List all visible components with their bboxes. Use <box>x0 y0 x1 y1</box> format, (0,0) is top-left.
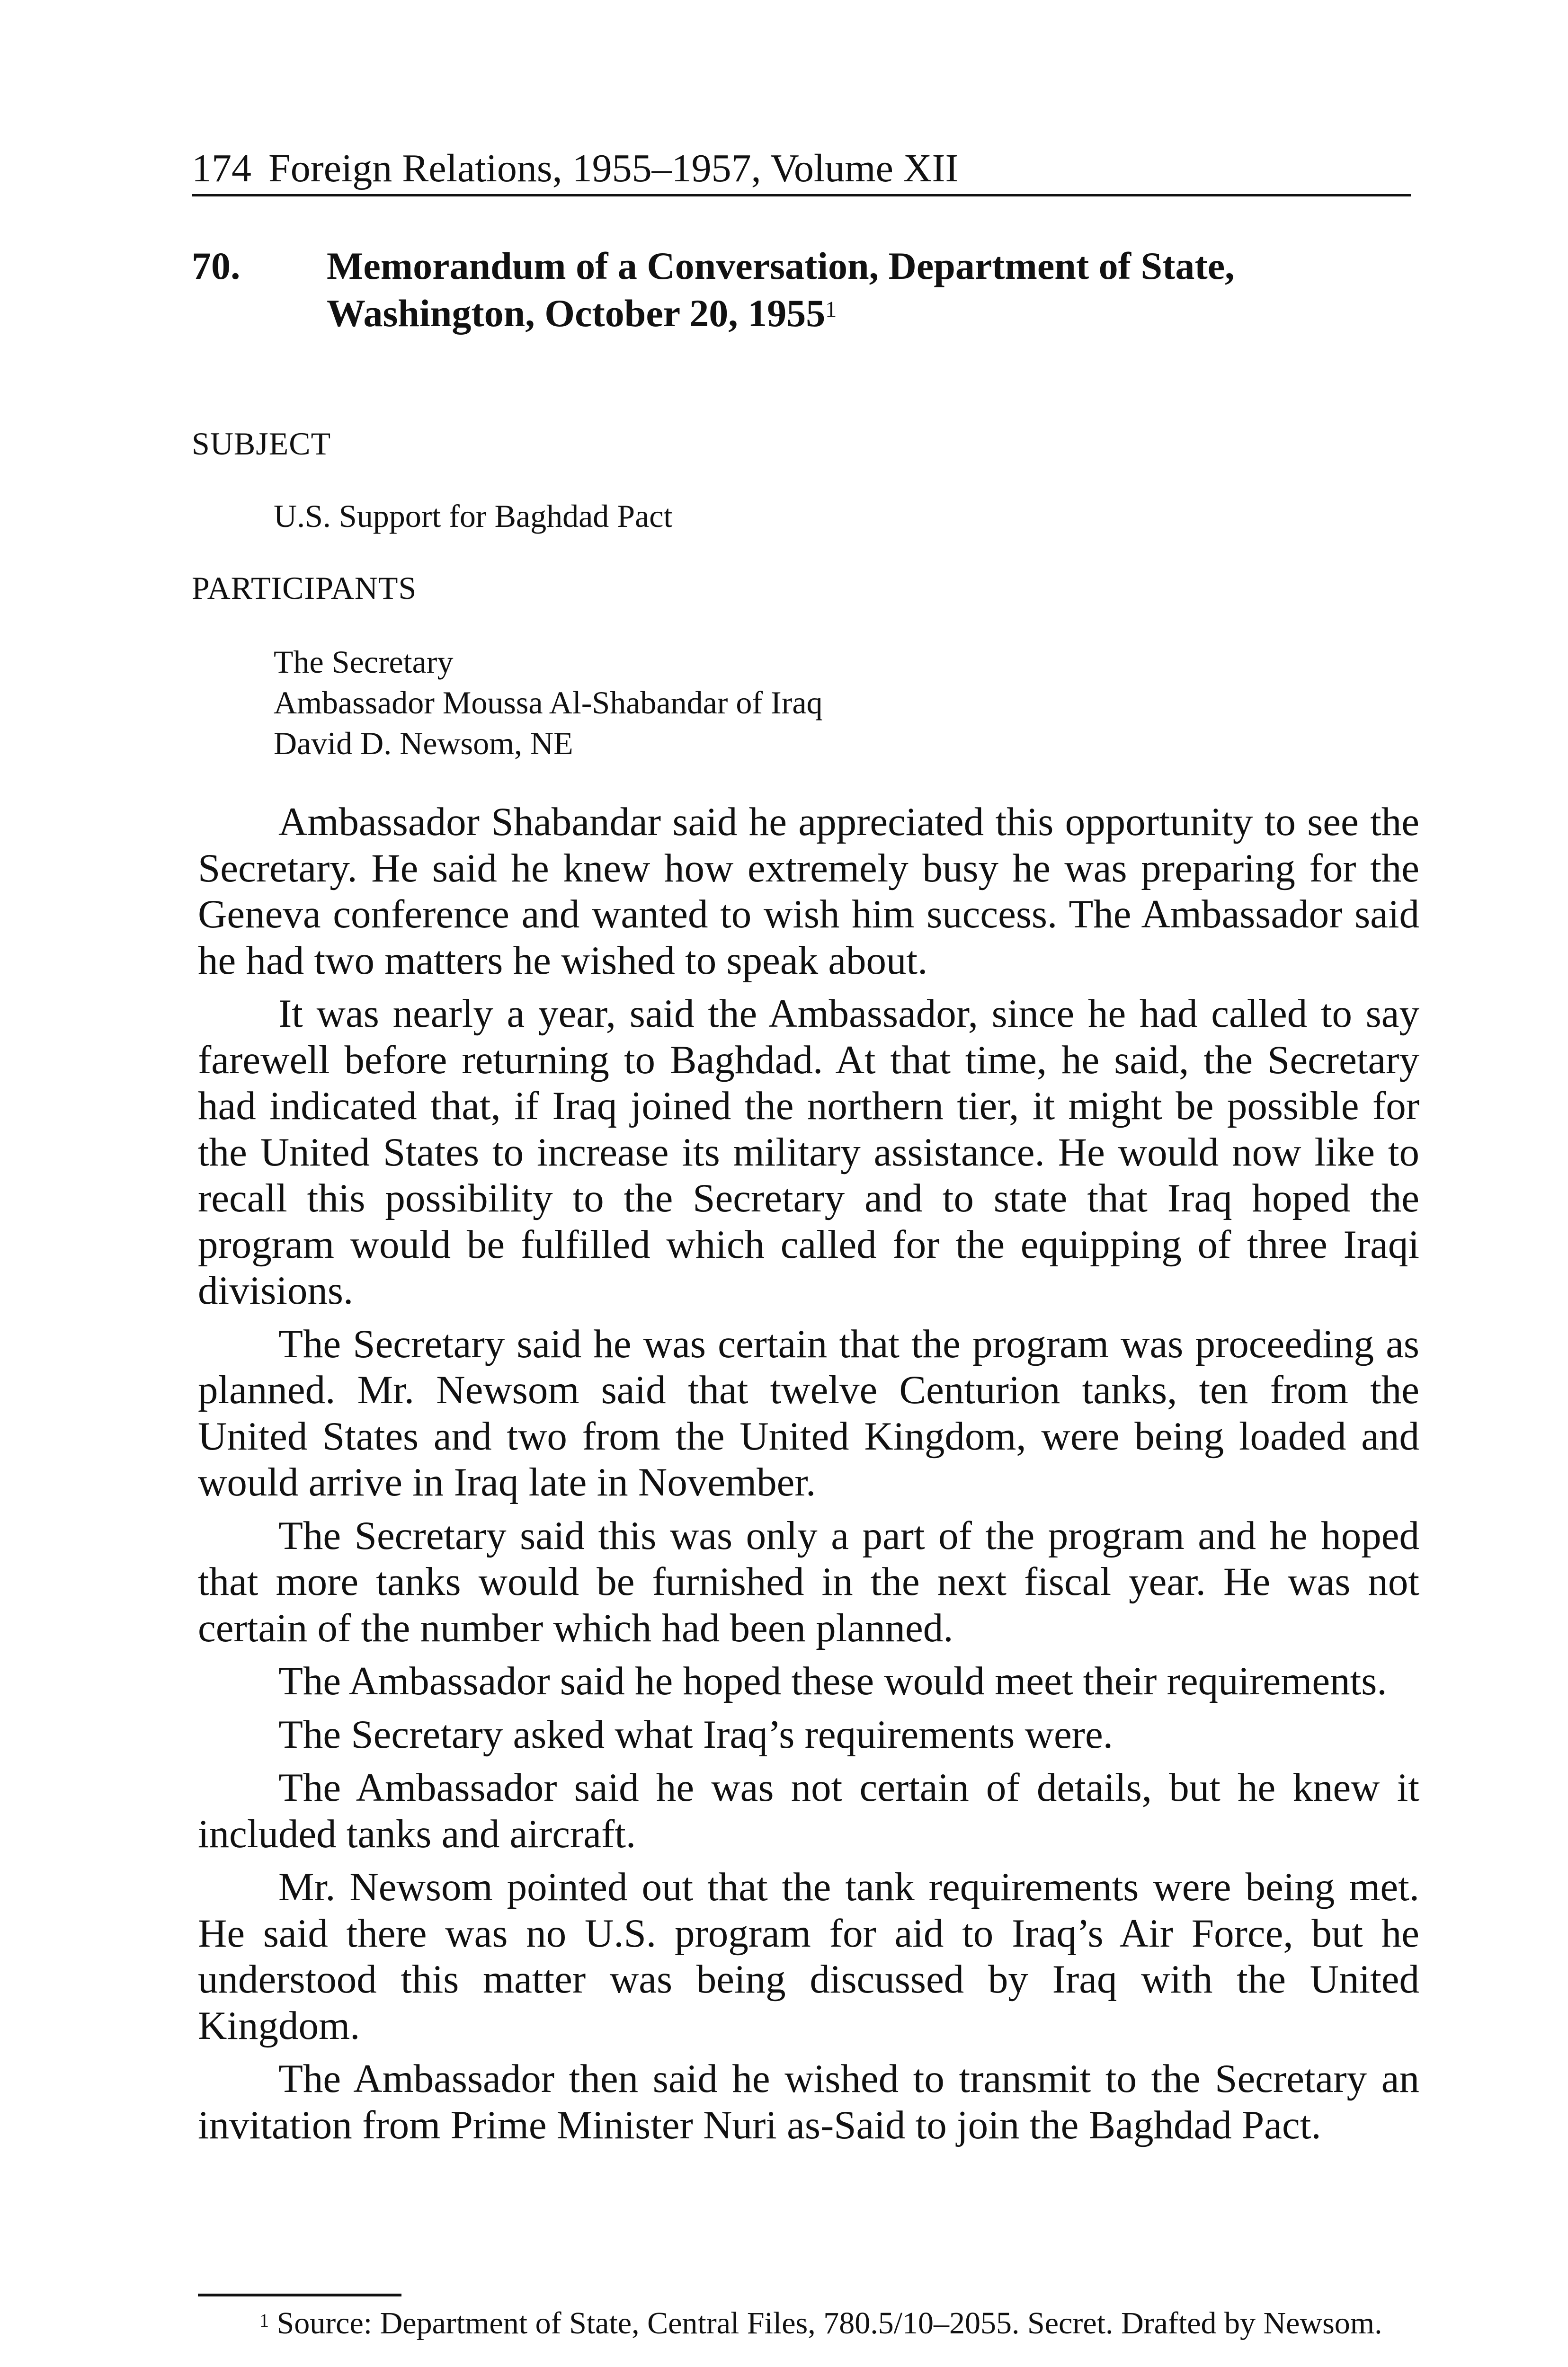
page-number: 174 <box>192 146 251 190</box>
document-number: 70. <box>192 244 241 287</box>
participant: Ambassador Moussa Al-Shabandar of Iraq <box>274 685 823 721</box>
paragraph: The Secretary said he was certain that the program was proceeding as planned. Mr. Newsom said that twelve Centurion tanks, ten from the United States and two from the United Kingdom, were being loaded and would arrive in Iraq late in November. <box>198 1321 1419 1504</box>
participant: David D. Newsom, NE <box>274 725 573 761</box>
running-header <box>192 145 1411 196</box>
memorandum-body <box>198 799 1419 2155</box>
footnote-marker: 1 <box>259 2310 269 2331</box>
footnote <box>198 2305 1419 2342</box>
subject-text: U.S. Support for Baghdad Pact <box>274 498 673 534</box>
paragraph: The Secretary said this was only a part of the program and he hoped that more tanks would be furnished in the next fiscal year. He was not certain of the number which had been planned. <box>198 1513 1419 1650</box>
running-title: Foreign Relations, 1955–1957, Volume XII <box>268 146 959 190</box>
footnote-text: Source: Department of State, Central Files, 780.5/10–2055. Secret. Drafted by Newsom. <box>276 2306 1382 2340</box>
document-title-line-2: Washington, October 20, 1955$^1$ <box>327 292 837 335</box>
paragraph: Ambassador Shabandar said he appreciated this opportunity to see the Secretary. He said he knew how extremely busy he was preparing for the Geneva conference and wanted to wish him success. The Ambassador said he had two matters he wished to speak about. <box>198 800 1419 983</box>
paragraph: The Secretary asked what Iraq’s requirements were. <box>278 1712 1113 1757</box>
paragraph: The Ambassador then said he wished to transmit to the Secretary an invitation from Prime Minister Nuri as-Said to join the Baghdad Pact. <box>198 2056 1419 2147</box>
footnote-reference: 1 <box>825 297 837 322</box>
participant: The Secretary <box>274 644 454 680</box>
paragraph: It was nearly a year, said the Ambassador, since he had called to say farewell before returning to Baghdad. At that time, he said, the Secretary had indicated that, if Iraq joined the northern tier, it might be possible for the United States to increase its military assistance. He would now like to recall this possibility to the Secretary and to state that Iraq hoped the program would be fulfilled which called for the equipping of three Iraqi divisions. <box>198 991 1419 1313</box>
paragraph: Mr. Newsom pointed out that the tank requirements were being met. He said there was no U.S. program for aid to Iraq’s Air Force, but he understood this matter was being discussed by Iraq with the United Kingdom. <box>198 1865 1419 2048</box>
participants-label: PARTICIPANTS <box>192 570 417 606</box>
document-title <box>327 242 1392 337</box>
footnote-divider <box>198 2294 401 2296</box>
paragraph: The Ambassador said he hoped these would meet their requirements. <box>278 1659 1387 1703</box>
subject-label: SUBJECT <box>192 426 331 462</box>
document-title-line-1: Memorandum of a Conversation, Department of State, <box>327 244 1235 287</box>
paragraph: The Ambassador said he was not certain of details, but he knew it included tanks and aircraft. <box>198 1765 1419 1856</box>
participants-list <box>274 641 823 764</box>
